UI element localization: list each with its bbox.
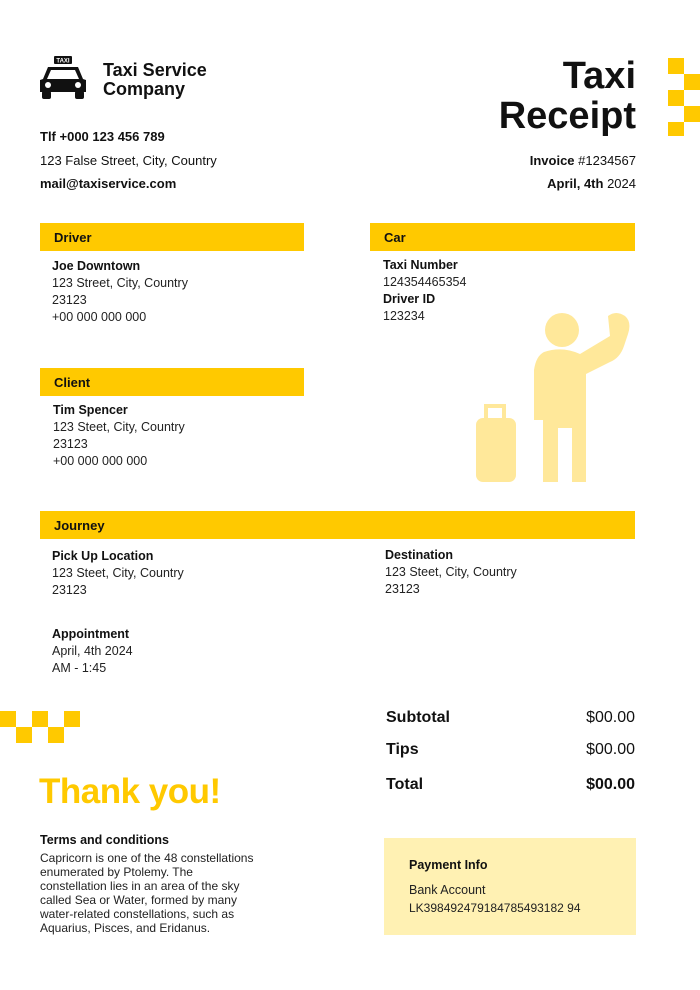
destination-zip: 23123 xyxy=(385,582,420,596)
receipt-date-year: 2024 xyxy=(607,176,636,191)
driver-zip: 23123 xyxy=(52,293,87,307)
company-name-line2: Company xyxy=(103,79,186,99)
tips-label: Tips xyxy=(386,741,419,758)
car-details xyxy=(383,257,466,325)
client-phone: +00 000 000 000 xyxy=(53,454,148,468)
terms-line: constellation lies in an area of the sky xyxy=(40,879,240,893)
taxi-sign-text: TAXI xyxy=(56,58,70,65)
terms-line: Aquarius, Pisces, and Eridanus. xyxy=(40,921,211,935)
appointment-date: April, 4th 2024 xyxy=(52,644,133,658)
company-email: mail@taxiservice.com xyxy=(40,176,177,191)
driver-id-value: 123234 xyxy=(383,309,425,323)
pickup-zip: 23123 xyxy=(52,583,87,597)
terms-body xyxy=(40,851,253,935)
taxi-car-icon xyxy=(38,56,88,100)
pickup-label: Pick Up Location xyxy=(52,549,154,563)
appointment-label: Appointment xyxy=(52,627,130,641)
terms-line: enumerated by Ptolemy. The xyxy=(40,865,193,879)
car-section-header xyxy=(370,223,635,251)
driver-details xyxy=(52,258,188,326)
company-phone: Tlf +000 123 456 789 xyxy=(40,129,165,144)
taxi-number-value: 124354465354 xyxy=(383,275,467,289)
driver-address: 123 Street, City, Country xyxy=(52,276,188,290)
invoice-number xyxy=(530,152,636,169)
company-address: 123 False Street, City, Country xyxy=(40,153,217,168)
invoice-label: Invoice xyxy=(529,153,575,168)
client-address: 123 Steet, City, Country xyxy=(53,420,185,434)
driver-section-header xyxy=(40,223,304,251)
payment-info-box xyxy=(384,838,636,935)
appointment-details xyxy=(52,626,133,677)
terms-line: water-related constellations, such as xyxy=(40,907,235,921)
payment-heading: Payment Info xyxy=(409,858,488,872)
driver-heading: Driver xyxy=(54,230,92,245)
destination-address: 123 Steet, City, Country xyxy=(385,565,517,579)
journey-section-header xyxy=(40,511,635,539)
receipt-date xyxy=(547,175,636,192)
destination-details xyxy=(385,547,517,598)
company-name xyxy=(103,61,207,99)
pickup-details xyxy=(52,548,184,599)
subtotal-label: Subtotal xyxy=(386,709,450,726)
pickup-address: 123 Steet, City, Country xyxy=(52,566,184,580)
bank-account-label: Bank Account xyxy=(409,883,486,897)
invoice-value: #1234567 xyxy=(578,153,636,168)
car-heading: Car xyxy=(384,230,406,245)
bank-account-number: LK398492479184785493182 94 xyxy=(409,901,581,915)
client-details xyxy=(53,402,185,470)
journey-heading: Journey xyxy=(54,518,105,533)
terms-line: called Sea or Water, formed by many xyxy=(40,893,237,907)
receipt-title xyxy=(499,56,636,136)
terms-line: Capricorn is one of the 48 constellations xyxy=(40,851,254,865)
total-value: $00.00 xyxy=(586,776,635,793)
driver-id-label: Driver ID xyxy=(383,292,436,306)
client-zip: 23123 xyxy=(53,437,88,451)
destination-label: Destination xyxy=(385,548,454,562)
driver-phone: +00 000 000 000 xyxy=(52,310,147,324)
receipt-date-bold: April, 4th xyxy=(547,176,604,191)
tips-value: $00.00 xyxy=(586,741,635,758)
receipt-title-line2: Receipt xyxy=(498,95,636,137)
client-name: Tim Spencer xyxy=(53,403,128,417)
total-label: Total xyxy=(386,776,424,793)
thank-you-heading: Thank you! xyxy=(39,772,221,811)
terms-heading: Terms and conditions xyxy=(40,833,169,847)
driver-name: Joe Downtown xyxy=(52,259,141,273)
receipt-title-line1: Taxi xyxy=(562,55,636,97)
client-section-header xyxy=(40,368,304,396)
company-name-line1: Taxi Service xyxy=(103,60,207,80)
traveler-illustration xyxy=(470,310,640,485)
subtotal-value: $00.00 xyxy=(586,709,635,726)
client-heading: Client xyxy=(54,375,91,390)
taxi-number-label: Taxi Number xyxy=(383,258,458,272)
appointment-time: AM - 1:45 xyxy=(52,661,107,675)
